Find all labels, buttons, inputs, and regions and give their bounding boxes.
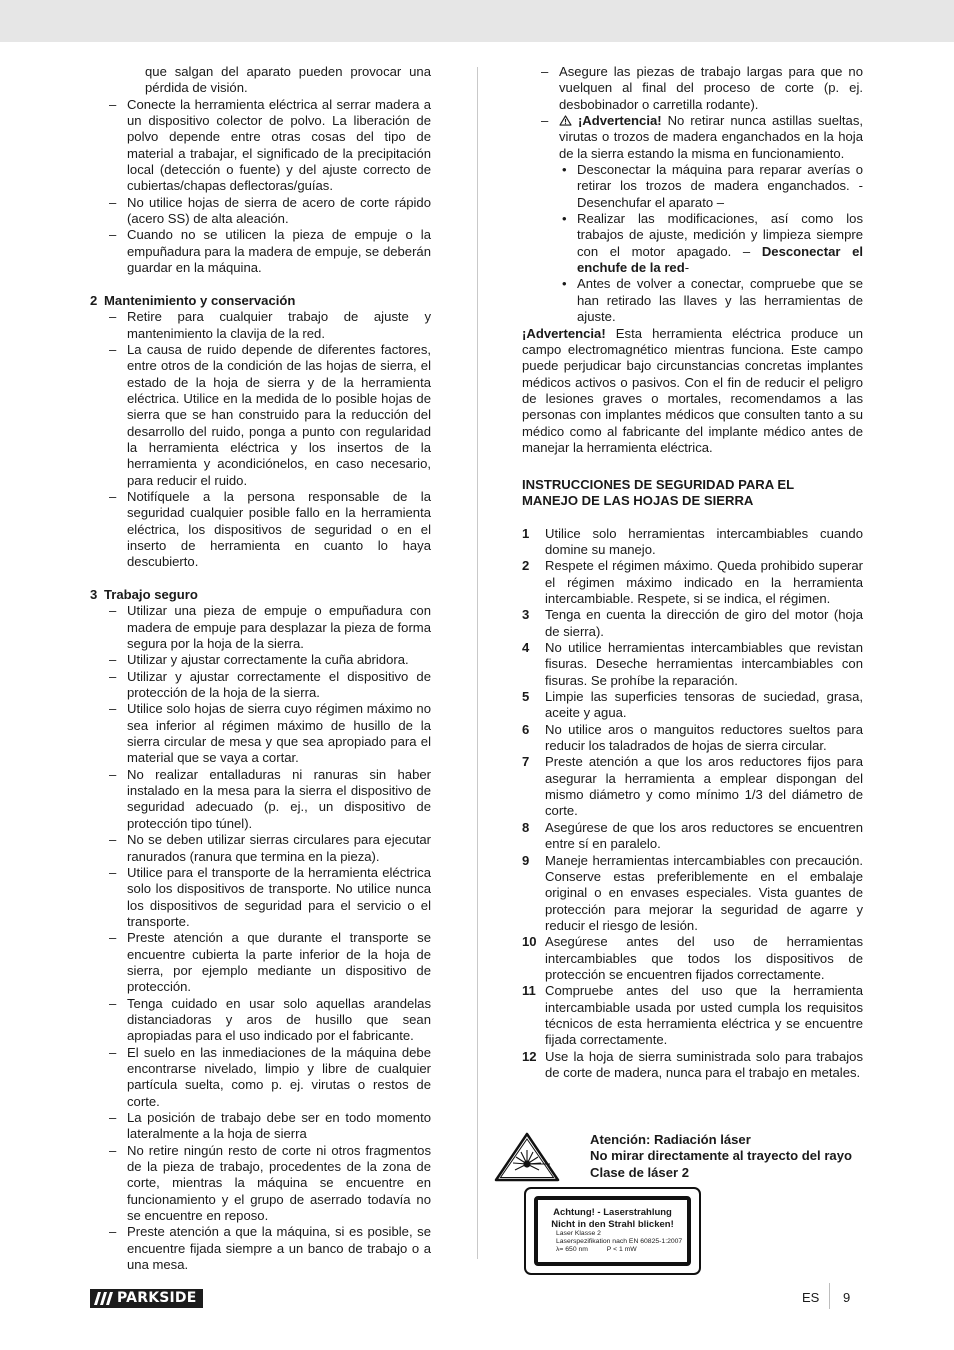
section-heading-safe-work	[90, 587, 431, 603]
footer-divider	[829, 1283, 830, 1309]
list-item: – Retire para cualquier trabajo de ajuste y mantenimiento la clavija de la red.	[90, 309, 431, 342]
bullet-item	[522, 276, 863, 325]
list-item: – La posición de trabajo debe ser en todo momento lateralmente a la hoja de sierra	[90, 1110, 431, 1143]
item-number: 12	[522, 1048, 537, 1064]
section-title: Mantenimiento y conservación	[104, 292, 296, 308]
numbered-item	[522, 853, 863, 935]
section-heading-maintenance	[90, 293, 431, 309]
right-column	[522, 64, 863, 1081]
laser-label-inner	[534, 1196, 691, 1266]
label-line-2: Nicht in den Strahl blicken!	[551, 1218, 674, 1230]
em-warning-text: Esta herramienta eléctrica produce un campo electromagnético mientras funciona. Este campo puede perjudicar bajo circunstancias concretas implantes médicos activos o pasivos. Con el fin de reducir el peligro de lesiones graves o mortales, recomendamos a las personas con implantes médicos que consulten tanto a su médico como al fabricante del implante médico antes de manejar la herramienta eléctrica.	[522, 325, 863, 455]
intro-continuation: que salgan del aparato pueden provocar una pérdida de visión.	[145, 64, 431, 96]
section-number: 3	[90, 587, 98, 602]
item-text: Limpie las superficies tensoras de suciedad, grasa, aceite y agua.	[545, 689, 863, 721]
item-text: Use la hoja de sierra suministrada solo para trabajos de corte de madera, nunca para el trabajo en metales.	[545, 1048, 863, 1080]
item-text: Respete el régimen máximo. Queda prohibido superar el régimen máximo indicado en la herramienta intercambiable. Respete, si se indica, el régimen.	[545, 558, 863, 606]
list-item: – Utilice para el transporte de la herramienta eléctrica solo los dispositivos de transporte. No utilice nunca los dispositivos de seguridad para el servicio o el transporte.	[90, 865, 431, 930]
item-text: Asegúrese antes del uso de herramientas intercambiables que todos los dispositivos de protección se encuentren fijados correctamente.	[545, 934, 863, 982]
bullet-bold-text: Desconectar el enchufe de la red	[577, 243, 863, 276]
page-number: 9	[843, 1290, 851, 1305]
brand-slashes-icon	[94, 1292, 114, 1305]
item-text: Maneje herramientas intercambiables con precaución. Conserve estas preferiblemente en el embalaje original o en envases especiales. Vista guantes de protección para mejorar la seguridad de agarre y reducir el riesgo de lesión.	[545, 852, 863, 933]
item-number: 7	[522, 754, 530, 770]
item-number: 11	[522, 983, 536, 999]
list-item: – No se deben utilizar sierras circulares para ejecutar ranurados (ranura que termina en la pieza).	[90, 832, 431, 865]
em-warning-label: ¡Advertencia!	[522, 325, 606, 341]
item-text: Preste atención a que los aros reductores fijos para asegurar la herramienta a emplear dispongan del mismo diámetro y como mínimo 1/3 del diámetro de corte.	[545, 754, 863, 819]
list-item: – Cuando no se utilicen la pieza de empuje o la empuñadura para la madera de empuje, se deberán guardar en la máquina.	[90, 227, 431, 276]
list-item: – No realizar entalladuras ni ranuras sin haber instalado en la mesa para la sierra el dispositivo de seguridad adecuado (p. ej., un dispositivo de protección tipo túnel).	[90, 767, 431, 832]
brand-name: PARKSIDE	[117, 1290, 197, 1306]
list-item: – Utilice solo hojas de sierra cuyo régimen máximo no sea inferior al régimen máximo de husillo de la sierra circular de mesa y que sea apropiado para el material que se vaya a cortar.	[90, 701, 431, 766]
item-number: 9	[522, 852, 530, 868]
laser-warning-text	[590, 1132, 852, 1181]
laser-line-3: Clase de láser 2	[590, 1164, 689, 1180]
item-text: No utilice herramientas intercambiables que revistan fisuras. Deseche herramientas intercambiables con fisuras. Se prohíbe la reparación.	[545, 640, 863, 688]
warning-text: No retirar nunca astillas sueltas, virutas o trozos de madera enganchados en la hoja de la sierra estando la misma en funcionamiento.	[559, 113, 864, 161]
bullet-item	[522, 211, 863, 276]
label-line-1: Achtung! - Laserstrahlung	[553, 1207, 672, 1218]
section-title: Trabajo seguro	[104, 587, 198, 602]
item-text: Utilice solo herramientas intercambiables cuando domine su manejo.	[545, 525, 863, 557]
label-line-3: Laser Klasse 2	[556, 1230, 601, 1237]
bullet-text: Antes de volver a conectar, compruebe que se han retirado las llaves y las herramientas de ajuste.	[577, 276, 863, 325]
numbered-item	[522, 640, 863, 689]
numbered-item	[522, 526, 863, 559]
item-number: 10	[522, 934, 537, 950]
list-item: – Notifíquele a la persona responsable de la seguridad cualquier posible fallo en la herramienta eléctrica, los dispositivos de seguridad o en el inserto de herramienta en cuanto lo haya descubierto.	[90, 489, 431, 571]
brand-logo	[90, 1289, 203, 1308]
numbered-item	[522, 754, 863, 819]
label-line-4: Laserspezifikation nach EN 60825-1:2007	[556, 1238, 683, 1245]
item-text: Asegúrese de que los aros reductores se encuentren entre sí en paralelo.	[545, 819, 863, 852]
warning-label: ¡Advertencia!	[577, 113, 662, 129]
item-number: 6	[522, 721, 530, 737]
em-warning-paragraph	[522, 326, 863, 457]
item-number: 3	[522, 607, 530, 623]
list-item: – Asegure las piezas de trabajo largas para que no vuelquen al final del proceso de corte (p. ej. desbobinador o carretilla rodante).	[522, 64, 863, 113]
list-item: – No retire ningún resto de corte ni otros fragmentos de la pieza de trabajo, procedentes de la zona de corte, mientras la máquina se encuentre en funcionamiento y el grupo de aserrado todavía no se encuentre en reposo.	[90, 1143, 431, 1225]
item-text: Compruebe antes del uso que la herramienta intercambiable usada por usted cumpla los requisitos técnicos de esta herramienta eléctrica y se encuentre fijada correctamente.	[545, 983, 863, 1048]
warning-triangle-icon	[559, 115, 572, 126]
language-code: ES	[802, 1290, 820, 1305]
numbered-item	[522, 689, 863, 722]
item-number: 8	[522, 819, 530, 835]
numbered-item	[522, 722, 863, 755]
bullet-after-text: -	[684, 260, 690, 276]
blades-heading-line1: INSTRUCCIONES DE SEGURIDAD PARA EL	[522, 476, 795, 492]
section-number: 2	[90, 292, 98, 308]
bullet-item	[522, 162, 863, 211]
laser-line-2: No mirar directamente al trayecto del rayo	[590, 1148, 852, 1164]
item-number: 4	[522, 640, 530, 656]
laser-radiation-icon	[494, 1132, 560, 1182]
bullet-text: Realizar las modificaciones, así como los trabajos de ajuste, medición y limpieza siempre con el motor apagado. –	[577, 211, 863, 259]
laser-line-1: Atención: Radiación láser	[590, 1132, 751, 1147]
list-item: – No utilice hojas de sierra de acero de corte rápido (acero SS) de alta aleación.	[90, 195, 431, 228]
list-item: – La causa de ruido depende de diferentes factores, entre otros de la condición de las hojas de sierra, el estado de la hoja de sierra y de la herramienta eléctrica. Utilice en la medida de lo posible hojas de sierra que se han construido para la reducción del desarrollo del ruido, ponga a punto con regularidad la herramienta eléctrica y los insertos de la herramienta y acondiciónelos, en caso necesario, para reducir el ruido.	[90, 342, 431, 489]
bullet-text: Desconectar la máquina para reparar averías o retirar los trozos de madera enganchados. - Desenchufar el aparato –	[577, 162, 863, 210]
numbered-item	[522, 607, 863, 640]
label-line-5: λ= 650 nm P < 1 mW	[556, 1246, 637, 1253]
list-item: – Tenga cuidado en usar solo aquellas arandelas distanciadoras y aros de husillo que sean apropiadas para el uso indicado por el fabricante.	[90, 996, 431, 1045]
column-divider	[477, 67, 478, 1259]
list-item: – Conecte la herramienta eléctrica al serrar madera a un dispositivo colector de polvo. La liberación de polvo depende entre otras cosas del tipo de material a trabajar, el significado de la precipitación local (detección o fuente) y del ajuste correcto de cubiertas/chapas deflectoras/guías.	[90, 97, 431, 195]
item-text: No utilice aros o manguitos reductores sueltos para reducir los taladrados de hojas de sierra circular.	[545, 721, 863, 754]
warning-item	[522, 113, 863, 162]
blades-heading-line2: MANEJO DE LAS HOJAS DE SIERRA	[522, 492, 754, 508]
laser-label-sticker	[524, 1187, 701, 1275]
item-number: 1	[522, 525, 530, 541]
numbered-item	[522, 1049, 863, 1082]
item-number: 5	[522, 689, 530, 705]
numbered-item	[522, 983, 863, 1048]
left-column	[90, 64, 431, 1273]
item-text: Tenga en cuenta la dirección de giro del motor (hoja de sierra).	[545, 607, 863, 639]
list-item: – Utilizar y ajustar correctamente la cuña abridora.	[90, 652, 431, 668]
blades-heading	[522, 477, 863, 510]
list-item: – Utilizar una pieza de empuje o empuñadura con madera de empuje para desplazar la pieza de forma segura por la hoja de la sierra.	[90, 603, 431, 652]
item-number: 2	[522, 558, 530, 574]
list-item: – Utilizar y ajustar correctamente el dispositivo de protección de la hoja de la sierra.	[90, 669, 431, 702]
list-item: – El suelo en las inmediaciones de la máquina debe encontrarse nivelado, limpio y libre de cualquier partícula suelta, como p. ej. virutas o restos de corte.	[90, 1045, 431, 1110]
numbered-item	[522, 934, 863, 983]
numbered-item	[522, 558, 863, 607]
list-item: – Preste atención a que la máquina, si es posible, se encuentre fijada siempre a un banco de trabajo o a una mesa.	[90, 1224, 431, 1273]
top-band	[0, 0, 954, 42]
list-item: – Preste atención a que durante el transporte se encuentre cubierta la parte inferior de la hoja de sierra, por ejemplo mediante un dispositivo de protección.	[90, 930, 431, 995]
numbered-item	[522, 820, 863, 853]
